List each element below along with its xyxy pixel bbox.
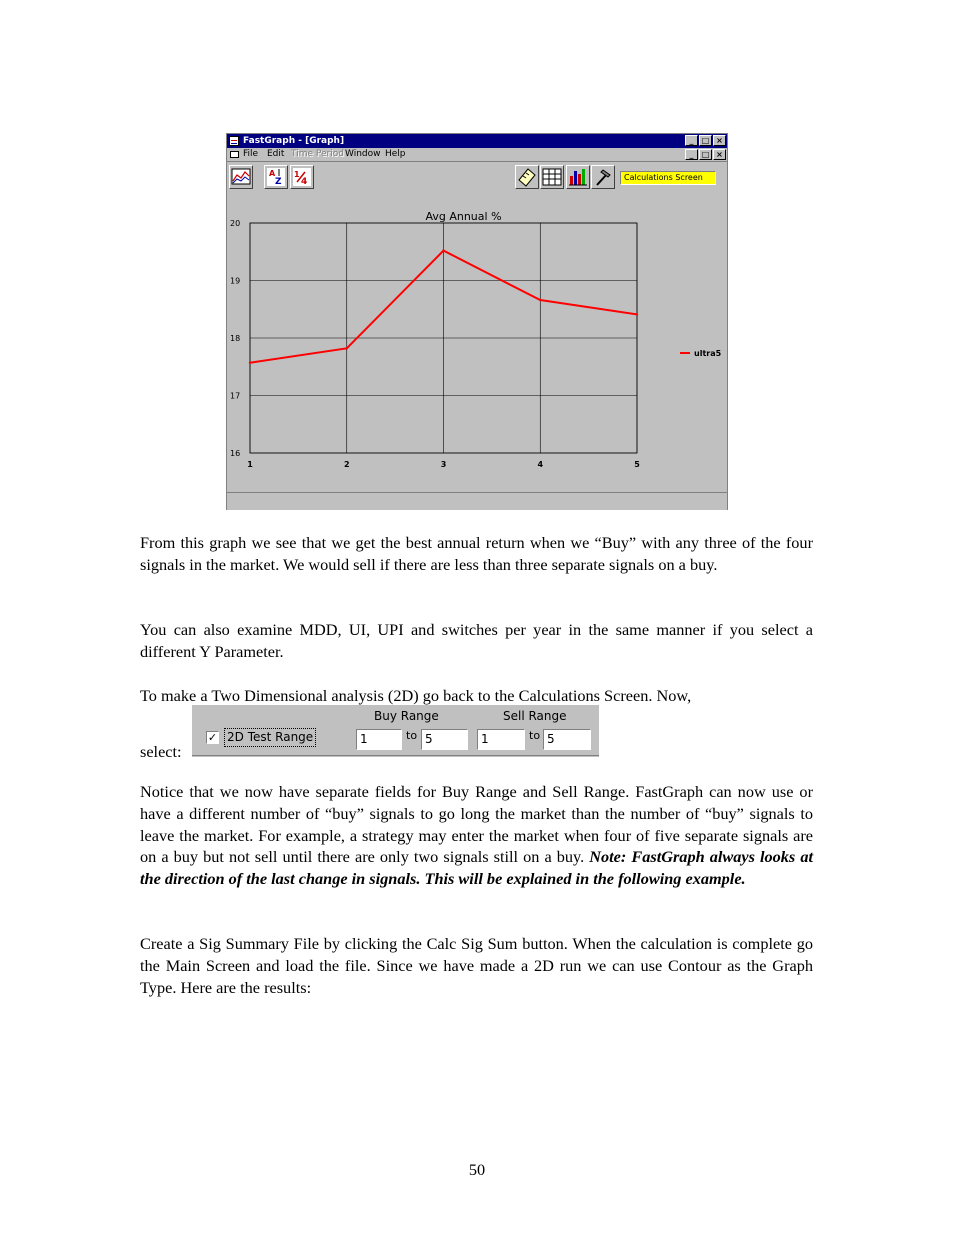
data-point-4 [539,299,541,301]
paragraph-separate-fields [140,781,813,890]
svg-text:1: 1 [294,170,300,179]
line-chart [227,191,727,491]
x-tick-label-3: 3 [440,460,447,469]
child-close-button[interactable]: × [713,149,726,160]
menu-window[interactable]: Window [345,149,381,159]
buy-range-to-label: to [406,729,418,742]
status-bar [227,492,727,510]
child-window-controls [684,149,726,160]
y-tick-label-3: 18 [230,334,241,343]
legend-label-ultra5: ultra5 [694,349,722,358]
x-tick-label-5: 5 [634,460,640,469]
ruler-icon [516,166,538,188]
paragraph-separate-fields-text: Notice that we now have separate fields for Buy Range and Sell Range. FastGraph can now use or have a different number of “buy” signals to go long the market than the number of “buy” signals to leave the market. For example, a strategy may enter the market when four of five separate signals are on a buy but not sell until there are only two signals still on a buy. [140,782,813,867]
data-point-2 [346,347,348,349]
svg-text:A: A [269,169,276,178]
y-tick-label-2: 19 [230,276,241,286]
data-point-3 [442,249,444,251]
y-tick-label-4: 17 [230,391,241,401]
sort-numeric-button[interactable] [290,165,314,189]
buy-range-from-input[interactable]: 1 [356,729,402,750]
menu-help[interactable]: Help [385,149,406,159]
sell-range-to-input[interactable]: 5 [543,729,591,750]
sell-range-to-label: to [529,729,541,742]
table-grid-icon [541,166,563,188]
note-last-change: Note: FastGraph always looks at the direction of the last change in signals. This will be explained in the following example. [140,847,813,889]
svg-text:Z: Z [275,177,282,187]
svg-text:4: 4 [301,177,308,187]
close-button[interactable]: × [713,135,726,146]
paragraph-two-dimensional: To make a Two Dimensional analysis (2D) go back to the Calculations Screen. Now, [140,686,692,705]
sort-az-icon [265,166,287,188]
2d-test-range-label[interactable]: 2D Test Range [224,728,316,747]
tools-button[interactable] [591,165,615,189]
menu-bar [227,148,727,161]
minimize-button[interactable]: _ [685,135,698,146]
buy-range-header: Buy Range [374,709,439,723]
paragraph-sig-summary: Create a Sig Summary File by clicking the Calc Sig Sum button. When the calculation is complete go the Main Screen and load the file. Since we have made a 2D run we can use Contour as the Graph Type. Here are the results: [140,934,813,997]
y-tick-label-5: 16 [230,449,241,458]
paragraph-best-return: From this graph we see that we get the best annual return when we “Buy” with any three of the four signals in the market. We would sell if there are less than three separate signals on a buy. [140,533,813,574]
x-tick-label-2: 2 [343,460,350,469]
select-row [140,705,813,761]
graph-area [227,191,727,491]
data-point-1 [249,362,251,364]
select-label: select: [140,742,182,761]
menu-edit[interactable]: Edit [267,149,285,159]
range-dialog-snippet [192,705,599,757]
buy-range-to-input[interactable]: 5 [421,729,468,750]
window-controls [684,135,726,146]
toolbar [227,161,727,192]
y-tick-label-1: 20 [230,219,241,228]
child-restore-button[interactable]: □ [699,149,712,160]
sort-numeric-icon [291,166,313,188]
ruler-button[interactable] [515,165,539,189]
hammer-icon [592,166,614,188]
title-bar [227,134,727,148]
bar-chart-icon [567,166,589,188]
menu-file[interactable]: File [243,149,259,159]
bar-chart-button[interactable] [566,165,590,189]
2d-test-range-checkbox[interactable]: ✓ [207,731,218,744]
x-tick-label-1: 1 [247,460,253,469]
document-icon[interactable] [230,151,239,158]
sort-az-button[interactable] [264,165,288,189]
page-number: 50 [468,1160,486,1179]
dialog-divider [192,755,599,758]
x-tick-label-4: 4 [537,460,544,469]
table-button[interactable] [540,165,564,189]
menu-time-period[interactable]: Time Period [291,149,344,159]
line-graph-icon [230,166,252,188]
app-icon [229,136,239,146]
window-title: FastGraph - [Graph] [243,136,345,146]
maximize-button[interactable]: □ [699,135,712,146]
sell-range-from-input[interactable]: 1 [477,729,525,750]
graph-button[interactable] [229,165,253,189]
chart-title: Avg Annual % [425,210,502,223]
data-point-5 [636,313,638,315]
child-minimize-button[interactable]: _ [685,149,698,160]
paragraph-y-parameter: You can also examine MDD, UI, UPI and switches per year in the same manner if you select a different Y Parameter. [140,620,813,661]
calculations-screen-field[interactable]: Calculations Screen [620,171,716,185]
sell-range-header: Sell Range [503,709,567,723]
fastgraph-window [226,133,728,510]
